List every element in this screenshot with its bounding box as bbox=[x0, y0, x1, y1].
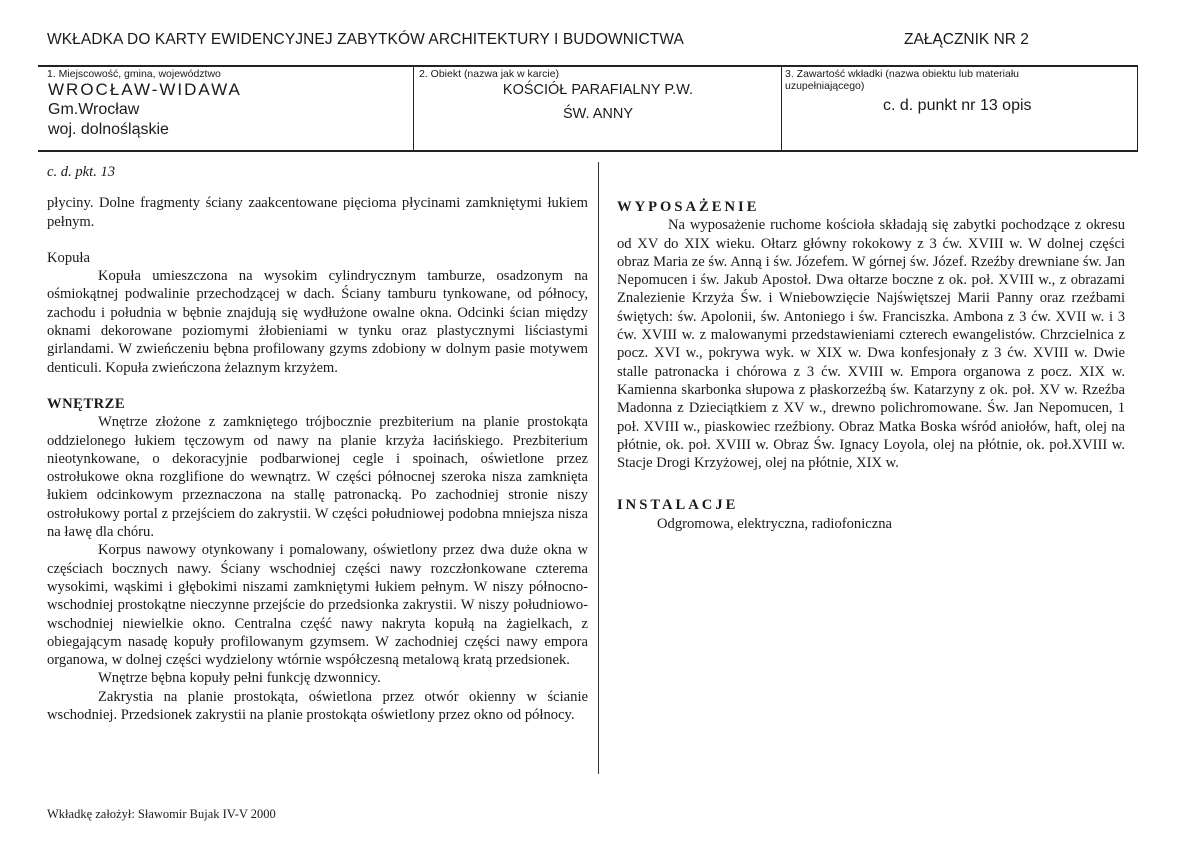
header-bottom-rule bbox=[38, 150, 1138, 152]
column-divider bbox=[598, 162, 599, 774]
object-label: 2. Obiekt (nazwa jak w karcie) bbox=[419, 68, 560, 80]
wyposazenie-paragraph: Na wyposażenie ruchome kościoła składają się zabytki pochodzące z okresu od XV do XIX wieku. Ołtarz główny rokokowy z 3 ćw. XVIII w. W dolnej części obraz Maria ze św. Anną i św. Józefem. W górnej św. Józef. Rzeźby drewniane św. Jan Nepomucen i św. Jakub Apostoł. Dwa ołtarze boczne z ok. poł. XVIII w., z obrazami Znalezienie Krzyża Św. i Wniebowzięcie Najświętszej Marii Panny oraz rzeźbami świętych: św. Apolonii, św. Antoniego i św. Franciszka. Ambona z 3 ćw. XVII w. i 3 ćw. XVIII w. z malowanymi przedstawieniami czterech ewangelistów. Chrzcielnica z pocz. XVI w., pokrywa wyk. w XIX w. Dwa konfesjonały z 3 ćw. XVIII w. Dwie stalle patronacka i chórowa z 3 ćw. XVIII w. Empora organowa z pocz. XIX w. Kamienna skarbonka słupowa z płaskorzeźbą św. Katarzyny z ok. poł. XV w. Rzeźba Madonna z Dzieciątkiem z XV w., drewno polichromowane. Św. Jan Nepomucen, 1 poł. XVIII w., piaskowiec rzeźbiony. Obraz Matka Boska wśród aniołów, haft, olej na płótnie, ok. poł. XVIII w. Obraz Św. Ignacy Loyola, olej na płótnie, ok. poł.XVIII w. Stacje Drogi Krzyżowej, olej na płótnie, XIX w. bbox=[617, 217, 1125, 472]
object-name-line1: KOŚCIÓŁ PARAFIALNY P.W. bbox=[502, 82, 694, 98]
annex-label: ZAŁĄCZNIK NR 2 bbox=[904, 31, 1029, 48]
document-title: WKŁADKA DO KARTY EWIDENCYJNEJ ZABYTKÓW ARCHITEKTURY I BUDOWNICTWA bbox=[47, 31, 684, 48]
header-right-border bbox=[1137, 66, 1138, 151]
kopula-paragraph: Kopuła umieszczona na wysokim cylindrycznym tamburze, osadzonym na ośmiokątnej podwalinie przechodzącej w dach. Ściany tamburu tynkowane, od północy, zachodu i południa w bębnie znajdują się wydłużone owalne okna. Odcinki ścian między oknami dekorowane poziomymi żłobieniami w tynku oraz plastycznymi liściastymi girlandami. W zwieńczeniu bębna profilowany gzyms zdobiony w dolnym pasie motywem denticuli. Kopuła zwieńczona żelaznym krzyżem. bbox=[47, 268, 588, 376]
wnetrze-heading: WNĘTRZE bbox=[47, 395, 126, 412]
wnetrze-paragraph: Korpus nawowy otynkowany i pomalowany, oświetlony przez dwa duże okna w częściach bocznych nawy. Ściany wschodniej części nawy rozczłonkowane czterema wysokimi, wąskimi i głębokimi niszami zamkniętymi łukiem pełnym. W niszy północno-wschodniej prostokątne nieczynne przejście do przedsionka zakrystii. W niszy południowo-wschodniej niewielkie okno. Centralna część nawy nakryta kopułą na żagielkach, z obiegającym nasadę kopuły profilowanym gzymsem. W zachodniej części nawy empora organowa, w dolnej części wydzielony wtórnie współczesną metalową kratą przedsionek. bbox=[47, 542, 588, 669]
continuation-marker: c. d. pkt. 13 bbox=[47, 164, 116, 180]
header-top-rule bbox=[38, 65, 1138, 67]
wnetrze-paragraph: Zakrystia na planie prostokąta, oświetlona przez otwór okienny w ścianie wschodniej. Przedsionek zakrystii na planie prostokąta oświetlony przez okno od północy. bbox=[47, 688, 588, 724]
contents-value: c. d. punkt nr 13 opis bbox=[883, 97, 1032, 114]
right-column bbox=[617, 198, 1125, 533]
locality-commune: Gm.Wrocław bbox=[48, 101, 140, 118]
object-name-line2: ŚW. ANNY bbox=[562, 106, 634, 122]
kopula-heading: Kopuła bbox=[47, 249, 90, 266]
wnetrze-paragraph: Wnętrze bębna kopuły pełni funkcję dzwonnicy. bbox=[98, 670, 381, 687]
instalacje-paragraph: Odgromowa, elektryczna, radiofoniczna bbox=[657, 515, 893, 532]
instalacje-heading: INSTALACJE bbox=[617, 497, 739, 514]
left-column bbox=[47, 163, 588, 724]
locality-voivodeship: woj. dolnośląskie bbox=[48, 121, 169, 138]
locality-label: 1. Miejscowość, gmina, województwo bbox=[47, 68, 221, 80]
locality-place: WROCŁAW-WIDAWA bbox=[48, 80, 242, 99]
wnetrze-paragraph: Wnętrze złożone z zamkniętego trójbocznie prezbiterium na planie prostokąta oddzielonego łukiem tęczowym od nawy na planie krzyża łacińskiego. Prezbiterium nieotynkowane, o dekoracyjnie podbarwionej cegle i spoinach, oświetlone przez ostrołukowe okna rozglifione do wewnątrz. W części północnej szeroka nisza zamknięta łukiem odcinkowym przeznaczona na stallę patronacką. Po zachodniej stronie niszy ostrołukowy portal z przejściem do zakrystii. W części południowej podobna mniejsza nisza na ławę dla chóru. bbox=[47, 414, 588, 541]
footer-credit: Wkładkę założył: Sławomir Bujak IV-V 2000 bbox=[47, 807, 276, 821]
wyposazenie-heading: WYPOSAŻENIE bbox=[617, 199, 760, 215]
contents-label: 3. Zawartość wkładki (nazwa obiektu lub materiału uzupełniającego) bbox=[785, 68, 1020, 92]
intro-paragraph: płyciny. Dolne fragmenty ściany zaakcentowane pięcioma płycinami zamkniętymi łukiem pełnym. bbox=[47, 195, 588, 230]
